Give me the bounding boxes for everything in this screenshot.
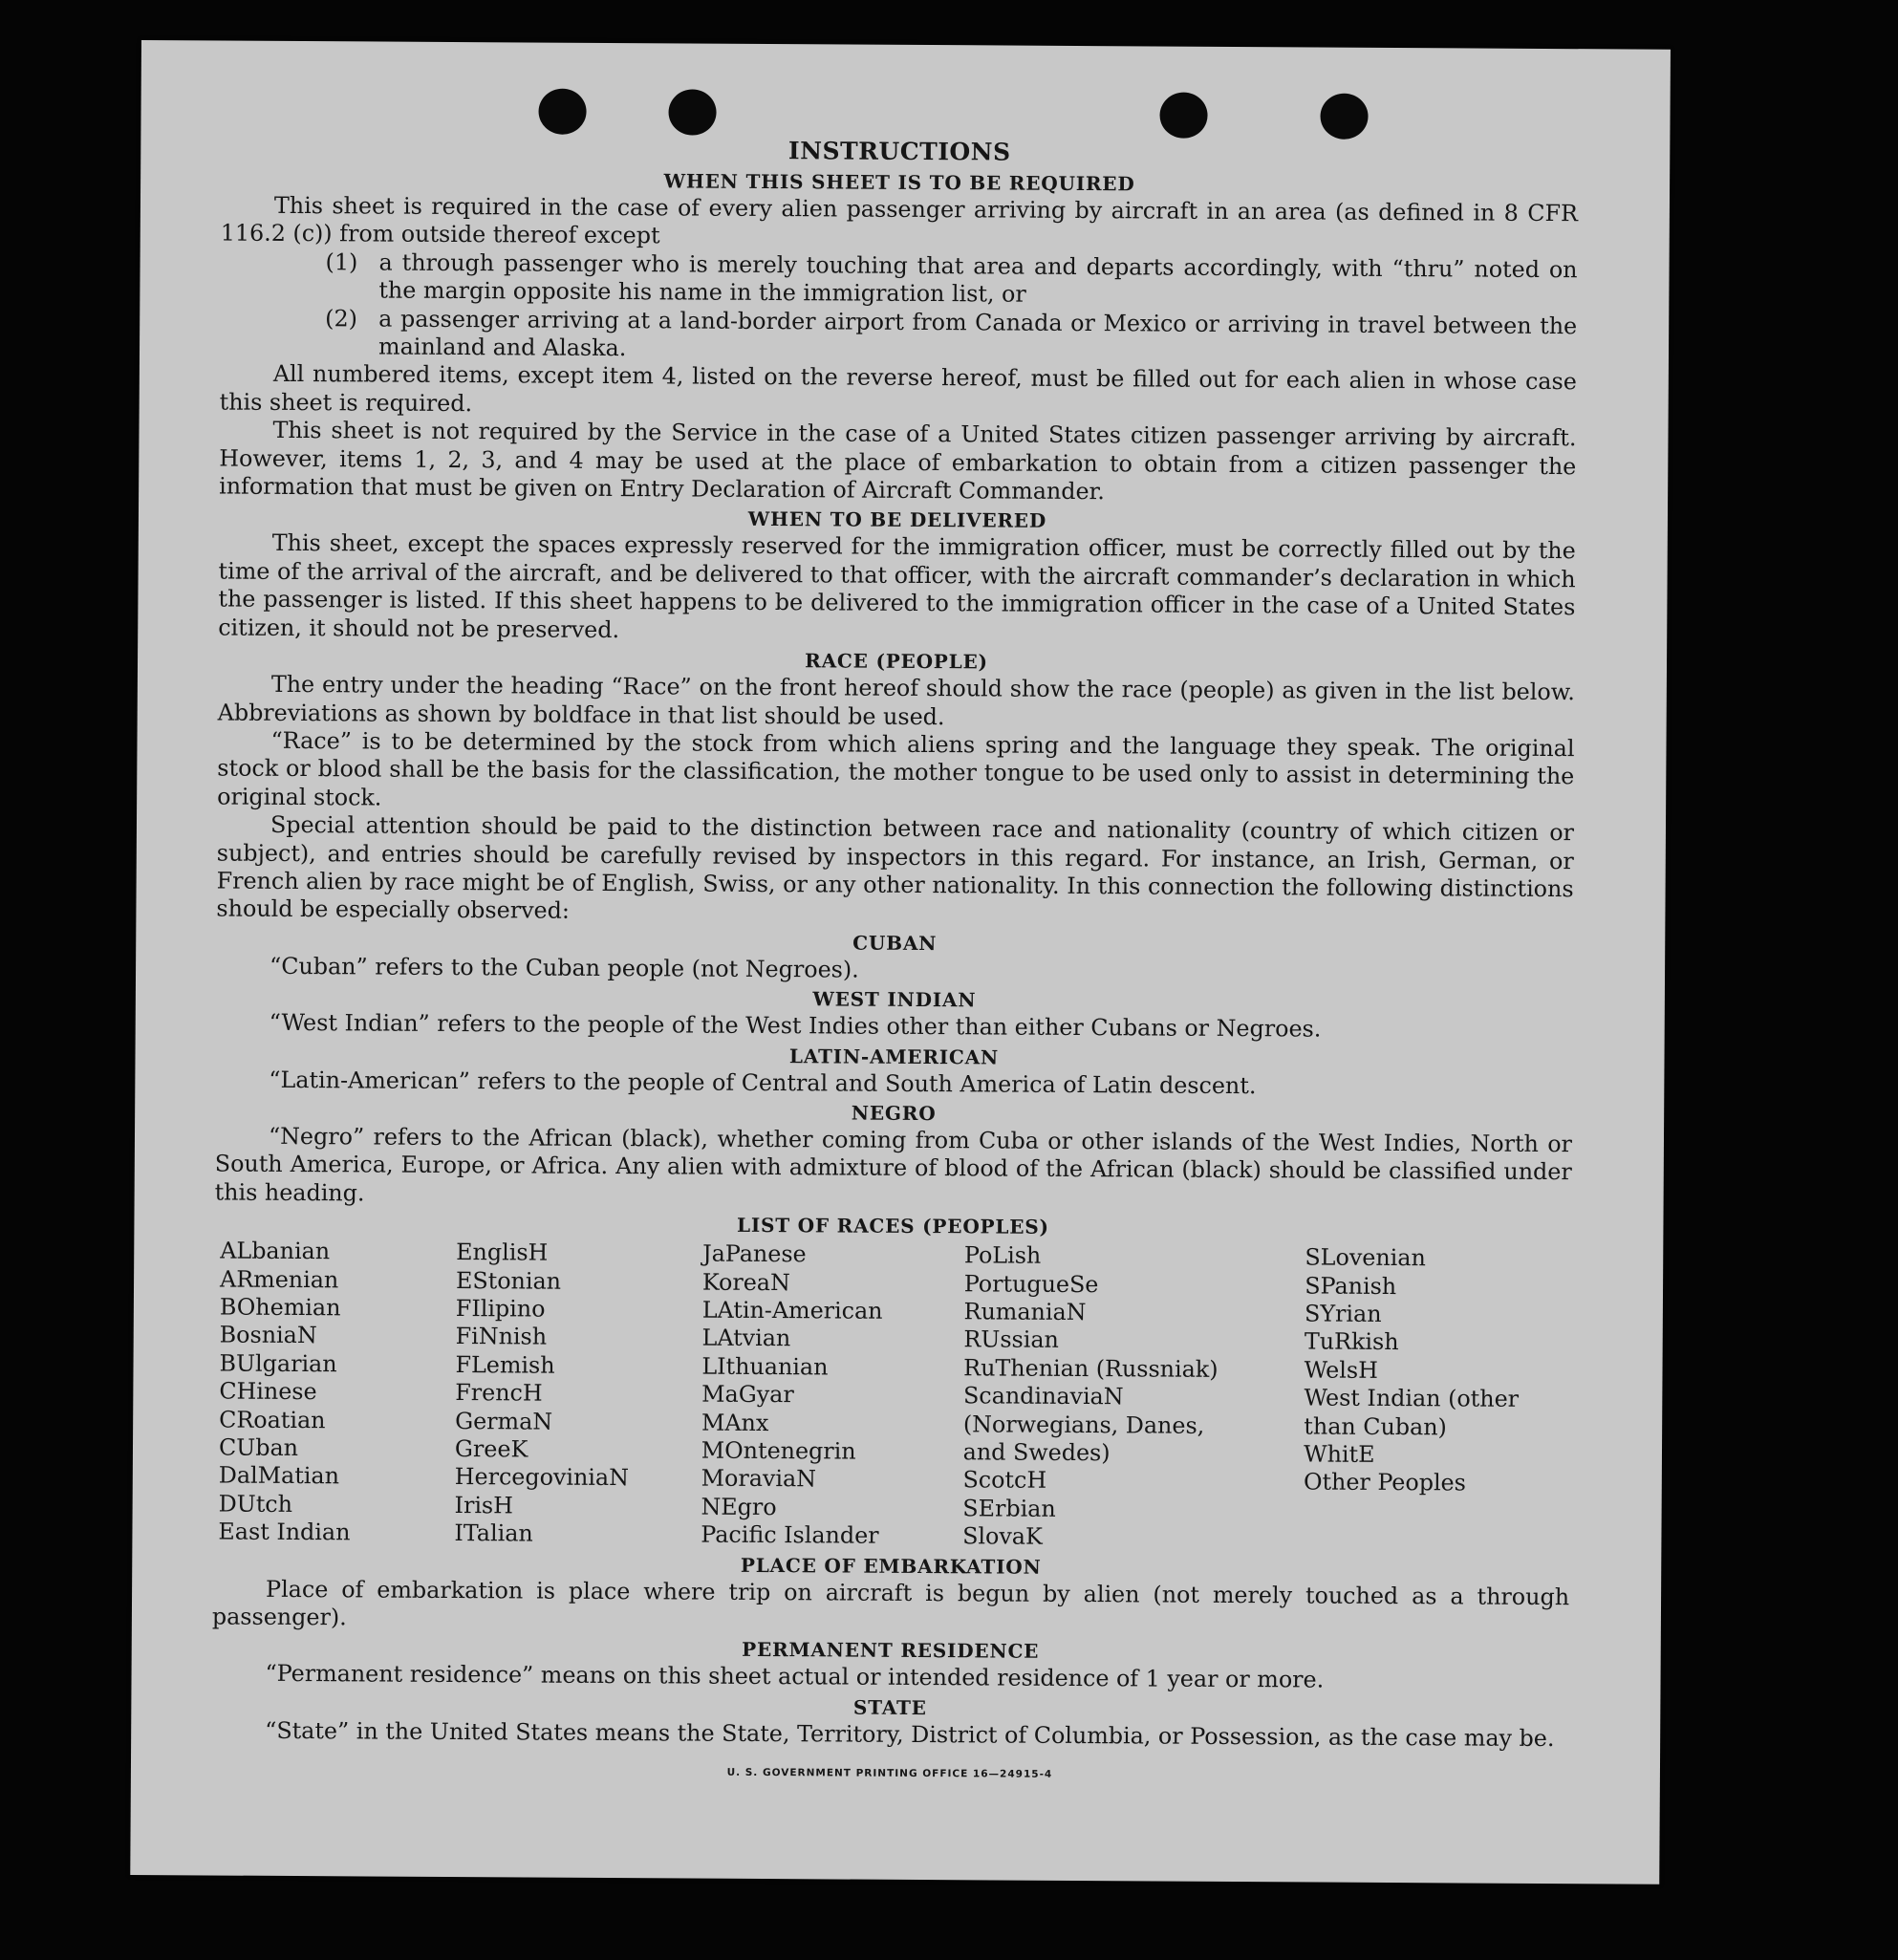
races-column	[1304, 1244, 1572, 1555]
race-entry: East Indian	[218, 1518, 351, 1546]
race-entry: Other Peoples	[1303, 1468, 1466, 1497]
item-text: a passenger arriving at a land-border airport from Canada or Mexico or arriving in travel between the mainland and Alaska.	[377, 305, 1578, 362]
race-entry: GreeK	[454, 1435, 528, 1463]
races-list	[218, 1238, 1571, 1555]
race-entry: EStonian	[455, 1266, 562, 1295]
races-column	[962, 1241, 1305, 1553]
race-entry: HercegoviniaN	[454, 1463, 630, 1492]
section-heading: WHEN TO BE DELIVERED	[747, 507, 1047, 533]
races-column	[454, 1238, 702, 1549]
race-entry: LAtvian	[701, 1325, 791, 1352]
race-entry: SYrian	[1304, 1300, 1382, 1327]
race-entry: ScotcH	[962, 1466, 1047, 1495]
item-text: a through passenger who is merely touching that area and departs accordingly, with “thru” noted on the margin opposite his name in the immigration list, or	[378, 248, 1578, 308]
race-entry: IrisH	[454, 1491, 514, 1519]
race-entry: LIthuanian	[701, 1352, 829, 1381]
race-entry: NEgro	[701, 1493, 777, 1520]
race-entry: JaPanese	[702, 1239, 807, 1268]
race-entry: WelsH	[1304, 1356, 1378, 1384]
document-body	[211, 133, 1579, 1793]
document-sheet	[130, 40, 1671, 1885]
section-heading: LIST OF RACES (PEOPLES)	[736, 1214, 1049, 1239]
paragraph: This sheet is not required by the Service in the case of a United States citizen passenger arriving by aircraft. However, items 1, 2, 3, and 4 may be used at the place of embarkation to obtain from a citizen passenger the information that must be given on Entry Declaration of Aircraft Commander.	[219, 417, 1577, 506]
race-entry: KoreaN	[701, 1268, 790, 1296]
paragraph: “Negro” refers to the African (black), whether coming from Cuba or other islands of the West Indies, North or South America, Europe, or Africa. Any alien with admixture of blood of the African (black) should be classified under this heading.	[214, 1122, 1573, 1207]
list-item	[220, 248, 1577, 312]
printer-imprint: U. S. GOVERNMENT PRINTING OFFICE 16—24915-4	[726, 1767, 1053, 1781]
race-entry: BosniaN	[219, 1321, 317, 1349]
race-entry: MoraviaN	[701, 1465, 817, 1493]
paragraph: The entry under the heading “Race” on the front hereof should show the race (people) as given in the list below. Abbreviations as shown by boldface in that list should be used.	[217, 670, 1575, 730]
race-entry: WhitE	[1304, 1440, 1375, 1468]
race-entry: ALbanian	[220, 1237, 331, 1265]
paragraph: “West Indian” refers to the people of the West Indies other than either Cubans or Negroes.	[269, 1008, 1322, 1043]
race-entry: TuRkish	[1304, 1327, 1399, 1356]
race-entry: GermaN	[455, 1407, 553, 1435]
section-heading: CUBAN	[852, 931, 938, 955]
race-entry: SlovaK	[962, 1522, 1043, 1551]
paragraph: “Permanent residence” means on this sheet actual or intended residence of 1 year or more.	[265, 1660, 1325, 1694]
paragraph: “Cuban” refers to the Cuban people (not Negroes).	[270, 952, 859, 983]
paragraph: “Latin-American” refers to the people of Central and South America of Latin descent.	[269, 1066, 1257, 1099]
section-heading: NEGRO	[851, 1101, 937, 1126]
race-entry: MAnx	[701, 1409, 769, 1436]
races-column	[218, 1238, 456, 1548]
section-heading: LATIN-AMERICAN	[788, 1044, 1000, 1069]
race-entry: RUssian	[963, 1325, 1060, 1354]
item-number: (2)	[325, 304, 358, 333]
item-number: (1)	[325, 248, 358, 276]
race-entry: FiNnish	[455, 1323, 548, 1351]
race-entry: BUlgarian	[219, 1349, 337, 1378]
paragraph: This sheet, except the spaces expressly reserved for the immigration officer, must be correctly filled out by the time of the arrival of the aircraft, and be delivered to that officer, with the aircraft commander’s declaration in which the passenger is listed. If this sheet happens to be delivered to the immigration officer in the case of a United States citizen, it should not be preserved.	[218, 529, 1576, 643]
paragraph: All numbered items, except item 4, listed on the reverse hereof, must be filled out for each alien in whose case this sheet is required.	[219, 360, 1577, 417]
race-entry: PoLish	[963, 1241, 1042, 1269]
race-entry: CUban	[218, 1433, 299, 1462]
section-heading: PERMANENT RESIDENCE	[742, 1638, 1040, 1664]
race-entry: SErbian	[962, 1495, 1056, 1522]
paragraph: “State” in the United States means the State, Territory, District of Columbia, or Possession, as the case may be.	[265, 1716, 1555, 1752]
race-entry: FLemish	[455, 1350, 555, 1379]
race-entry: LAtin-American	[701, 1296, 883, 1325]
paragraph: Place of embarkation is place where trip on aircraft is begun by alien (not merely touched as a through passenger).	[211, 1575, 1570, 1631]
section-heading: RACE (PEOPLE)	[805, 649, 988, 674]
race-entry: RumaniaN	[963, 1298, 1087, 1326]
race-entry: MaGyar	[701, 1380, 794, 1409]
race-entry: FrencH	[455, 1379, 543, 1407]
punch-hole	[1159, 93, 1207, 139]
race-entry: DalMatian	[218, 1461, 340, 1490]
section-heading: WHEN THIS SHEET IS TO BE REQUIRED	[663, 169, 1135, 196]
paragraph: Special attention should be paid to the distinction between race and nationality (country of which citizen or subject), and entries should be carefully revised by inspectors in this regard. For instance, an Irish, German, or French alien by race might be of English, Swiss, or any other nationality. In this connection the following distinctions should be especially observed:	[216, 810, 1575, 925]
section-heading: PLACE OF EMBARKATION	[740, 1553, 1042, 1579]
race-entry: CHinese	[219, 1377, 317, 1406]
paragraph: This sheet is required in the case of every alien passenger arriving by aircraft in an area (as defined in 8 CFR 116.2 (c)) from outside thereof except	[220, 191, 1579, 249]
race-entry: ScandinaviaN (Norwegians, Danes, and Swedes)	[962, 1382, 1205, 1467]
punch-hole	[668, 89, 716, 135]
race-entry: Pacific Islander	[701, 1520, 879, 1549]
race-entry: SPanish	[1305, 1272, 1397, 1300]
race-entry: RuThenian (Russniak)	[963, 1354, 1219, 1383]
list-item	[220, 304, 1577, 368]
race-entry: MOntenegrin	[701, 1436, 856, 1465]
race-entry: ITalian	[454, 1519, 533, 1547]
race-entry: West Indian (other than Cuban)	[1304, 1384, 1520, 1440]
paragraph: “Race” is to be determined by the stock from which aliens spring and the language they speak. The original stock or blood shall be the basis for the classification, the mother tongue to be used only to assist in determining the original stock.	[217, 726, 1575, 811]
race-entry: EnglisH	[456, 1238, 549, 1266]
race-entry: SLovenian	[1305, 1243, 1426, 1272]
page-title: INSTRUCTIONS	[787, 137, 1011, 166]
punch-hole	[1320, 94, 1368, 140]
race-entry: BOhemian	[219, 1293, 341, 1322]
punch-hole	[538, 89, 586, 135]
race-entry: ARmenian	[219, 1265, 339, 1293]
race-entry: DUtch	[218, 1490, 293, 1518]
race-entry: PortugueSe	[963, 1269, 1099, 1298]
section-heading: STATE	[852, 1695, 927, 1719]
races-column	[701, 1240, 964, 1551]
race-entry: CRoatian	[219, 1406, 326, 1433]
section-heading: WEST INDIAN	[812, 987, 977, 1012]
race-entry: FIlipino	[455, 1295, 546, 1323]
